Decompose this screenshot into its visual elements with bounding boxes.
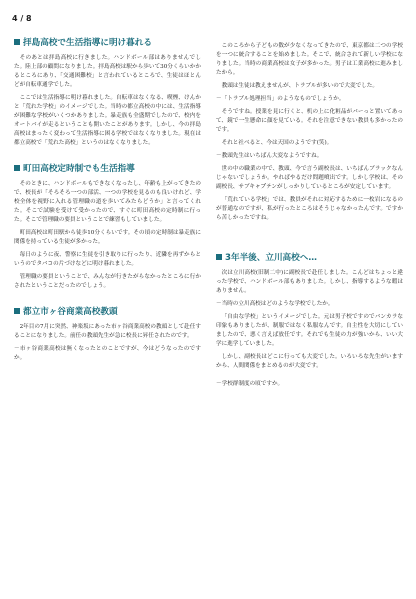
paragraph: 毎日のように夜、警察に生徒を引き取りに行ったり、近隣を再ずからというのでタバコの片づけなどに明け暮れました。 [14,252,201,267]
paragraph: 世の中の職業の中で、教頭、今で言う副校長は、いちばんブラックなんじゃないでしょうか。やればやるだけ問題噴出です。しかし学校は、その副校長、サブキャプテンがしっかりしているところが安定しています。 [216,166,403,190]
paragraph: そのあとは拝島高校に行きました。ハンドボール部はありませんでした。陸上部の顧問になりました。拝島高校は駅から歩いて30分くらいかかるところにあり、「交通困難校」と言われているところで、生徒はほとんどが自転車通学でした。 [14,55,201,88]
paragraph: そのときに、ハンドボールもできなくなったし、年齢も上がってきたので、校長が「そろそろ一つの部活、一つの学校を見るのも良いけれど、学校全体を視野に入れる管理職の道を歩いてみたらどうか」と言ってくれた。そこで試験を受けて受かったので、すぐに町田高校の定時制に行った。そこで管理職の要員ということで練習もしていました。 [14,181,201,223]
paragraph: ここでは生活指導に明け暮れました。自転車はなくなる、喫煙、けんかと「荒れた学校」のイメージでした。当時の都立高校の中には、生活指導が困難な学校がいくつかありました。暴走族も全盛期でしたので、校内をオートバイが走るということも開いたことがあります。しかし、今の拝島高校はまったく変わって生活指導に困る学校ではなくなりました。現在は都立高校で「荒れた高校」というのはなくなりました。 [14,95,201,146]
paragraph: 教頭は生徒は教えませんが、トラブルが多いので大変でした。 [221,83,378,89]
square-bullet-icon [216,254,222,260]
square-bullet-icon [14,165,20,171]
interview-question: －学校群制度の頃ですか。 [216,381,284,387]
paragraph: それと社べると、今は天国のようです(笑)。 [221,140,333,146]
square-bullet-icon [14,39,20,45]
paragraph: このころから子どもの数が少なくなってきたので、東京都は二つの学校を一つに統合することを始めました。そこで、統合されて新しい学校になりました。当時の商業高校は女子が多かった。男子は工業高校に進みましたから。 [216,43,403,76]
section-heading-text: 拝島高校で生活指導に明け暮れる [23,38,152,48]
paragraph: そうですね。授業を見に行くと、机の上に化粧品がバーっと置いてあって、鏡で一生懸命に顔を見ている。それを注意できない教員も多かったのです。 [216,109,403,133]
paragraph: 「自由な学校」というイメージでした。元は男子校ですのでバンカラな印象もありましたが、制服ではなく私服なんです。自主性を大切にしていましたので、悪く言えば放任です。それでも生徒の力が強いから、いい大学に進学していました。 [216,314,403,347]
paragraph: しかし、副校長はどこに行っても大変でした。いろいろな先生がいますから、人間関係をまとめるのが大変です。 [216,354,403,369]
interview-question: －教頭先生はいちばん大変なようですね。 [216,153,323,159]
section-heading-ichigaya [14,307,201,318]
section-heading-text: 町田高校定時制でも生活指導 [23,164,135,174]
square-bullet-icon [14,308,20,314]
page-number: 4 / 8 [12,14,32,23]
paragraph: 次は立川高校(旧制二中)に副校長で赴任しました。こんどはちょっと違った学校で、ハンドボール部もありました。しかし、指導するような暇はありません。 [216,270,403,294]
section-heading-tachikawa [216,253,403,264]
section-heading-haijima [14,38,201,49]
interview-question: －市ヶ谷商業高校は無くなったとのことですが、今はどうなったのですか。 [14,346,201,361]
paragraph: 「荒れている学校」では、教員がそれに対応するために一枚岩になるのが普通なのですが、私が行ったところはそうじゃなかったんです。ですから苦しかったですね。 [216,197,403,221]
left-column [14,38,201,367]
paragraph: 管理職の要員ということで、みんなが行きたがらなかったところに行かされたということだったのでしょう。 [14,274,201,289]
section-heading-text: 都立市ヶ谷商業高校教頭 [23,307,118,317]
section-heading-text: 3年半後、立川高校へ… [225,253,317,263]
interview-question: －「トラブル処理担当」のようなものでしょうか。 [216,96,345,102]
paragraph: 2年目の7月に突然、神楽坂にあった市ヶ谷商業高校の教頭として赴任することになりました。前任の教頭先生が急に校長に昇任されたのです。 [14,324,201,339]
section-heading-machida [14,164,201,175]
interview-question: －当時の立川高校はどのような学校でしたか。 [216,301,334,307]
paragraph: 町田高校は町田駅から徒歩10分くらいです。その頃の定時制は暴走族に関係を持っている生徒が多かった。 [14,230,201,245]
right-column [216,42,403,393]
